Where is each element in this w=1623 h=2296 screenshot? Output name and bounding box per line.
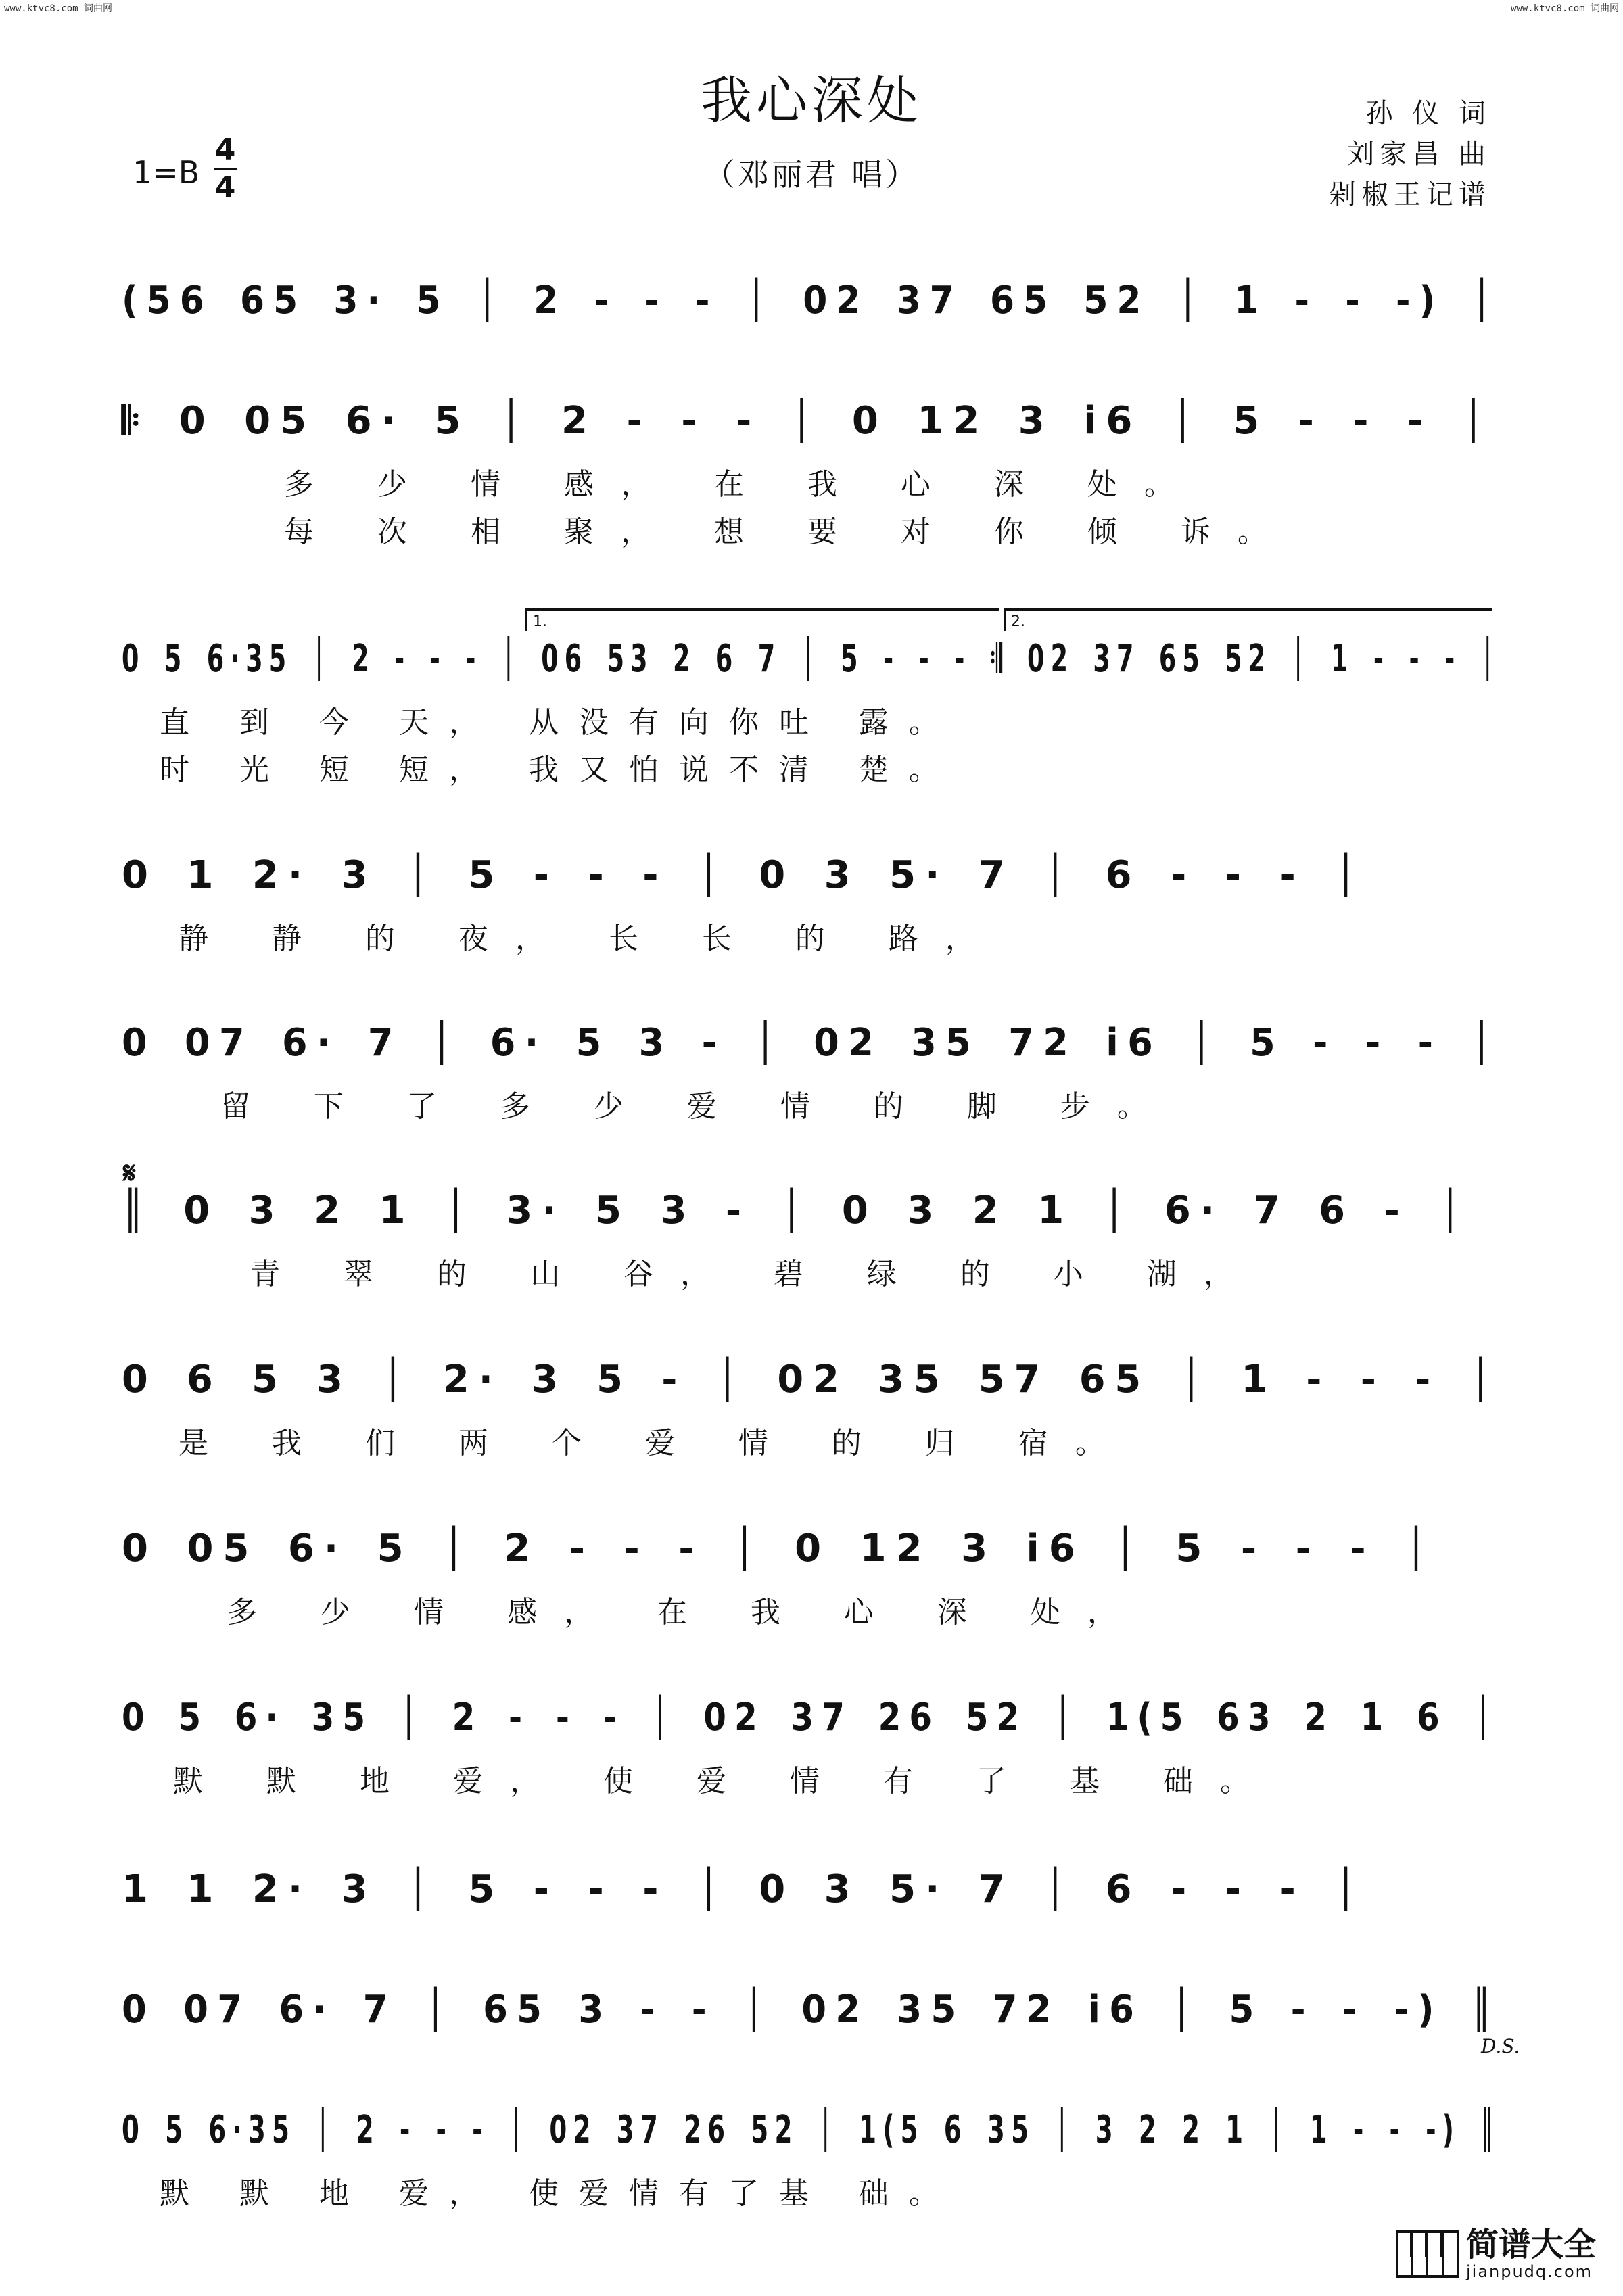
- lyric-verse-2: 每 次 相 聚， 想 要 对 你 倾 诉。: [284, 515, 1294, 549]
- volta-1-label: 1.: [533, 613, 547, 630]
- segno-sign: 𝄋: [123, 1156, 136, 1191]
- time-bottom: 4: [214, 170, 236, 205]
- lyric-verse-1: 静 静 的 夜， 长 长 的 路，: [179, 922, 1002, 956]
- notation-line: 0 05 6· 5 │ 2 - - - │ 0 12 3 i6 │ 5 - - - │: [122, 1527, 1437, 1571]
- lyric-verse-1: 青 翠 的 山 谷， 碧 绿 的 小 湖，: [250, 1257, 1261, 1291]
- song-title: 我心深处: [701, 70, 922, 130]
- site-watermark: [1396, 2227, 1596, 2281]
- score-row-6: [122, 1189, 1501, 1291]
- score-row-2: [122, 399, 1501, 549]
- lyric-verse-1: 留 下 了 多 少 爱 情 的 脚 步。: [220, 1089, 1174, 1124]
- notation-line: 𝄆 0 05 6· 5 │ 2 - - - │ 0 12 3 i6 │ 5 - - - │: [122, 399, 1495, 443]
- lyric-verse-1: 多 少 情 感， 在 我 心 深 处。: [284, 467, 1201, 502]
- score-row-8: [122, 1527, 1501, 1629]
- transcriber-credit: 剁椒王记谱: [1329, 179, 1491, 210]
- dal-segno-mark: D.S.: [1481, 2035, 1520, 2057]
- notation-line: (56 65 3· 5 │ 2 - - - │ 02 37 65 52 │ 1 - - -) │: [122, 279, 1501, 322]
- score-row-3: [122, 637, 1501, 787]
- score-row-4: [122, 853, 1501, 956]
- lyric-verse-1: 默 默 地 爱， 使 爱 情 有 了 基 础。: [173, 1764, 1277, 1798]
- time-top: 4: [214, 133, 236, 167]
- lyric-verse-1: 多 少 情 感， 在 我 心 深 处，: [227, 1595, 1144, 1629]
- notation-line: 0 07 6· 7 │ 6· 5 3 - │ 02 35 72 i6 │ 5 - - - │: [122, 1021, 1502, 1065]
- lyric-verse-1: 是 我 们 两 个 爱 情 的 归 宿。: [179, 1426, 1132, 1460]
- key-signature: 1=B: [133, 154, 200, 191]
- lyricist-credit: 孙 仪 词: [1365, 98, 1491, 129]
- score-row-7: [122, 1358, 1501, 1460]
- notation-line: 0 5 6·35 │ 2 - - - │ 06 53 2 6 7 │ 5 - - - 𝄇 02 37 65 52 │ 1 - - - │: [122, 637, 1501, 681]
- score-row-11: [122, 1988, 1501, 2036]
- song-subtitle: （邓丽君 唱）: [703, 156, 920, 193]
- watermark-name: 简谱大全: [1465, 2226, 1596, 2264]
- volta-first-ending: [525, 608, 999, 631]
- notation-line: 0 5 6·35 │ 2 - - - │ 02 37 26 52 │ 1(5 6 35 │ 3 2 2 1 │ 1 - - -) ║: [122, 2108, 1501, 2152]
- notation-line: 1 1 2· 3 │ 5 - - - │ 0 3 5· 7 │ 6 - - - │: [122, 1867, 1367, 1911]
- score-row-10: [122, 1867, 1501, 1916]
- notation-line: 0 07 6· 7 │ 65 3 - - │ 02 35 72 i6 │ 5 - - -) ║: [122, 1988, 1501, 2032]
- score-row-9: [122, 1696, 1501, 1798]
- lyric-verse-2: 时 光 短 短， 我又怕说不清 楚。: [160, 752, 959, 787]
- score-row-1: [122, 279, 1501, 327]
- lyric-verse-1: 默 默 地 爱， 使爱情有了基 础。: [160, 2176, 959, 2211]
- notation-line: 0 1 2· 3 │ 5 - - - │ 0 3 5· 7 │ 6 - - - │: [122, 853, 1367, 897]
- watermark-url: jianpudq.com: [1465, 2262, 1593, 2281]
- lyric-verse-1: 直 到 今 天， 从没有向你吐 露。: [160, 705, 959, 740]
- site-mark-right: www.ktvc8.com 词曲网: [1510, 3, 1619, 14]
- volta-second-ending: [1004, 608, 1492, 631]
- score-row-12: [122, 2108, 1501, 2211]
- notation-line: ║ 0 3 2 1 │ 3· 5 3 - │ 0 3 2 1 │ 6· 7 6 - │: [122, 1189, 1472, 1233]
- notation-line: 0 5 6· 35 │ 2 - - - │ 02 37 26 52 │ 1(5 63 2 1 6 │: [122, 1696, 1501, 1740]
- notation-line: 0 6 5 3 │ 2· 3 5 - │ 02 35 57 65 │ 1 - - - │: [122, 1358, 1501, 1402]
- site-mark-left: www.ktvc8.com 词曲网: [4, 3, 113, 14]
- score-row-5: [122, 1021, 1502, 1124]
- composer-credit: 刘家昌 曲: [1347, 139, 1491, 170]
- volta-2-label: 2.: [1011, 613, 1025, 630]
- piano-keys-icon: [1396, 2230, 1459, 2278]
- time-signature: [214, 134, 237, 204]
